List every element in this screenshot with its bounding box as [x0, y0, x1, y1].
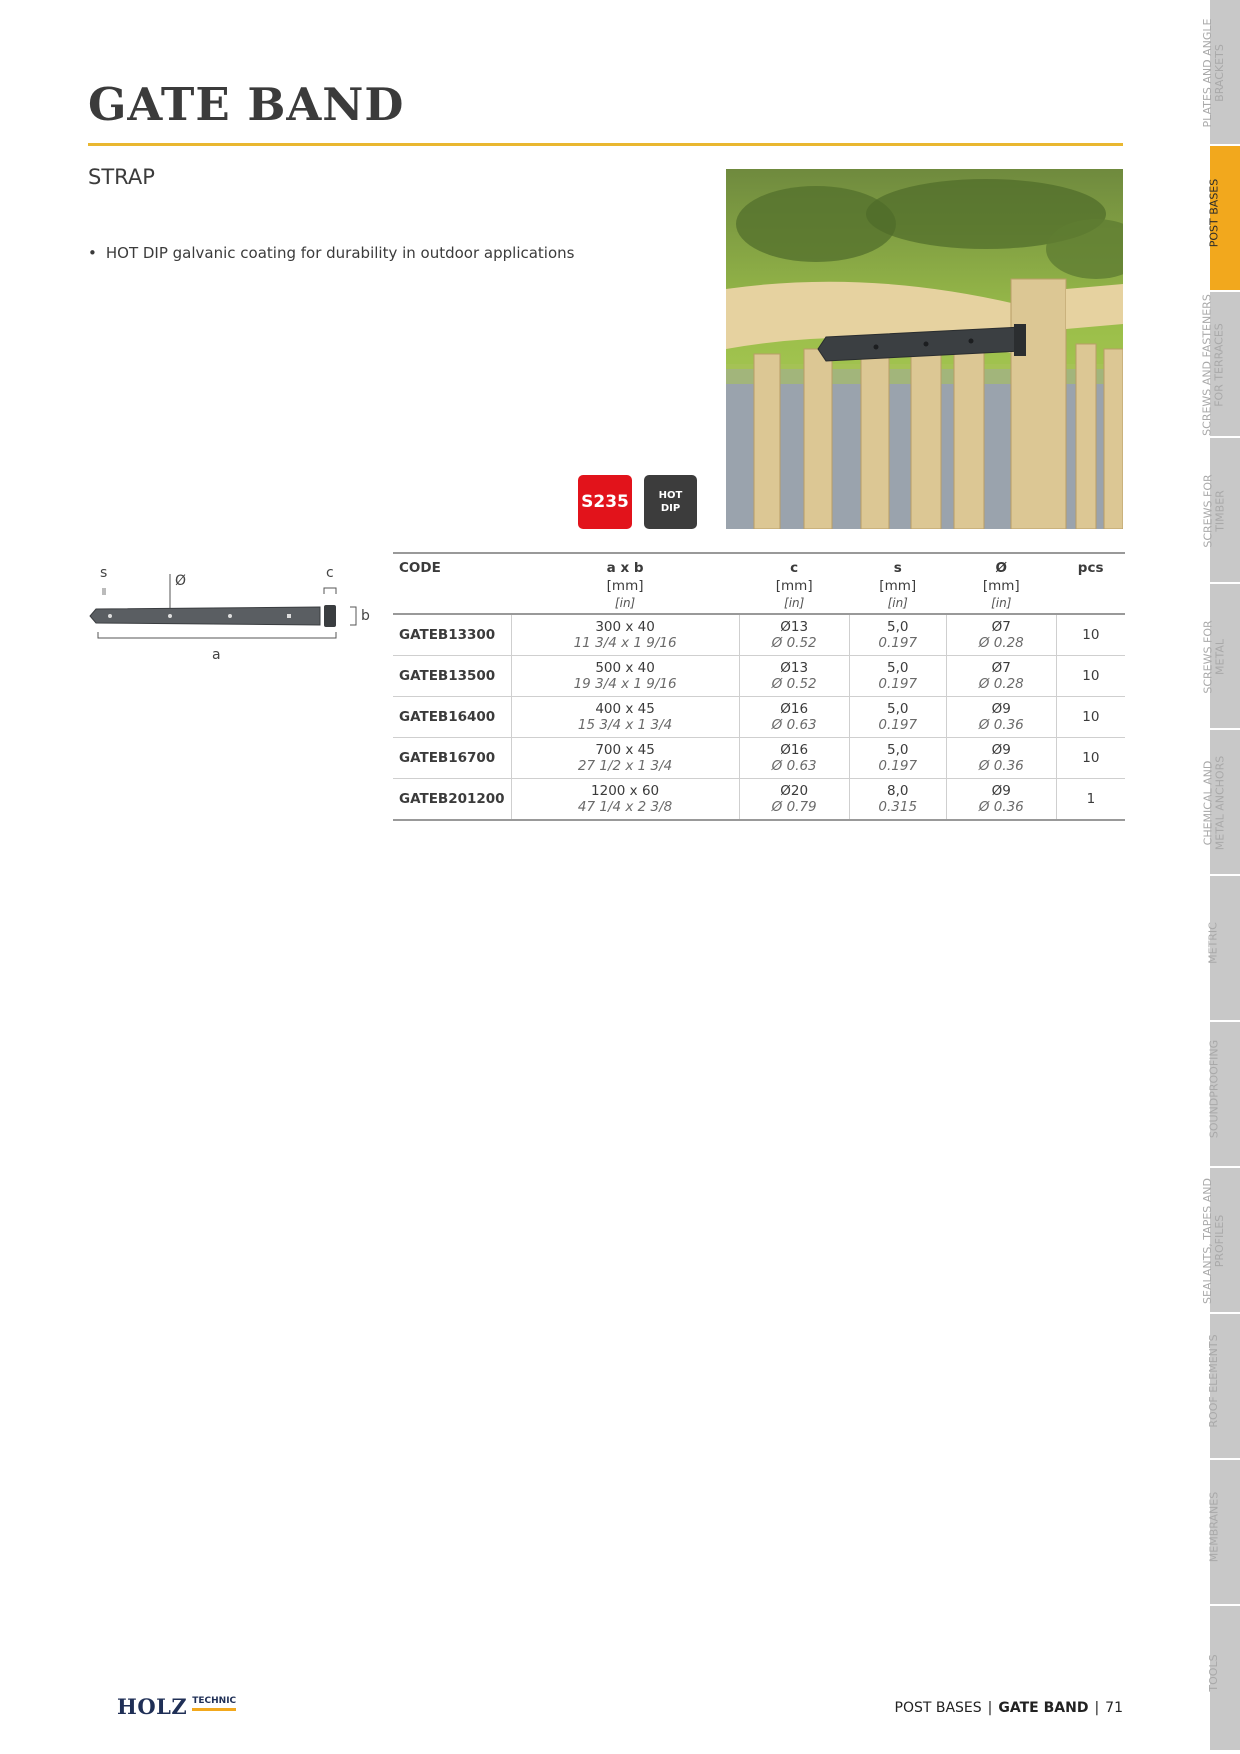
s235-badge-label: S235	[581, 492, 629, 512]
section-tab-label: SCREWS AND FASTENERS FOR TERRACES	[1201, 294, 1226, 436]
cell-pcs: 10	[1056, 614, 1125, 656]
cell-pcs: 10	[1056, 697, 1125, 738]
title-divider	[88, 143, 1123, 146]
section-tab-label: TOOLS	[1207, 1654, 1220, 1692]
header-c: c	[739, 553, 849, 577]
cell-diameter: Ø9 Ø 0.36	[946, 697, 1056, 738]
section-tab-label: SEALANTS, TAPES AND PROFILES	[1201, 1178, 1226, 1304]
s235-badge	[578, 475, 632, 529]
cell-pcs: 10	[1056, 738, 1125, 779]
cell-s: 5,0 0.197	[849, 656, 946, 697]
cell-diameter: Ø9 Ø 0.36	[946, 779, 1056, 821]
unit-mm: [mm]	[606, 578, 644, 594]
dim-label-a: a	[212, 647, 221, 663]
unit-in: [in]	[511, 595, 739, 614]
cell-c: Ø13 Ø 0.52	[739, 614, 849, 656]
footer-current: GATE BAND	[998, 1700, 1089, 1716]
feature-list	[88, 244, 574, 262]
cell-ab: 500 x 40 19 3/4 x 1 9/16	[511, 656, 739, 697]
section-tab-label: METRIC	[1207, 922, 1220, 964]
cell-ab: 400 x 45 15 3/4 x 1 3/4	[511, 697, 739, 738]
technical-diagram	[88, 562, 378, 672]
cell-diameter: Ø9 Ø 0.36	[946, 738, 1056, 779]
unit-in: [in]	[739, 595, 849, 614]
cell-c: Ø16 Ø 0.63	[739, 738, 849, 779]
hot-dip-badge	[644, 475, 697, 529]
hot-dip-badge-label: HOT DIP	[658, 490, 683, 514]
cell-c: Ø20 Ø 0.79	[739, 779, 849, 821]
unit-in: [in]	[849, 595, 946, 614]
spec-table	[393, 552, 1125, 821]
logo-sub: TECHNIC	[192, 1696, 236, 1711]
section-tab-label: SOUNDPROOFING	[1207, 1039, 1220, 1139]
cell-s: 8,0 0.315	[849, 779, 946, 821]
table-row	[393, 738, 1125, 779]
section-tabs	[1201, 0, 1240, 1754]
cell-code: GATEB13500	[393, 656, 511, 697]
unit-mm: [mm]	[982, 578, 1020, 594]
section-tab-label: MEMBRANES	[1207, 1491, 1220, 1563]
cell-c: Ø13 Ø 0.52	[739, 656, 849, 697]
cell-s: 5,0 0.197	[849, 614, 946, 656]
cell-pcs: 10	[1056, 656, 1125, 697]
unit-mm: [mm]	[879, 578, 917, 594]
section-tab-label: SCREWS FOR TIMBER	[1201, 474, 1226, 548]
cell-s: 5,0 0.197	[849, 697, 946, 738]
table-row	[393, 656, 1125, 697]
page-subtitle: STRAP	[88, 165, 155, 189]
header-code: CODE	[393, 553, 511, 577]
footer-breadcrumb: POST BASES | GATE BAND | 71	[894, 1700, 1123, 1716]
unit-in: [in]	[946, 595, 1056, 614]
dim-label-b: b	[361, 608, 370, 624]
cell-c: Ø16 Ø 0.63	[739, 697, 849, 738]
dim-label-s: s	[100, 565, 108, 581]
section-tab-label: SCREWS FOR METAL	[1201, 620, 1226, 694]
table-row	[393, 614, 1125, 656]
cell-code: GATEB13300	[393, 614, 511, 656]
cell-s: 5,0 0.197	[849, 738, 946, 779]
cell-code: GATEB201200	[393, 779, 511, 821]
logo-main: HOLZ	[117, 1694, 188, 1719]
cell-ab: 300 x 40 11 3/4 x 1 9/16	[511, 614, 739, 656]
section-tab-label: CHEMICAL AND METAL ANCHORS	[1201, 755, 1226, 851]
header-ab: a x b	[511, 553, 739, 577]
table-row	[393, 779, 1125, 821]
cell-ab: 700 x 45 27 1/2 x 1 3/4	[511, 738, 739, 779]
holz-technic-logo	[117, 1694, 236, 1719]
feature-item: • HOT DIP galvanic coating for durability in outdoor applications	[88, 244, 574, 262]
unit-mm: [mm]	[775, 578, 813, 594]
dim-label-diameter: Ø	[175, 573, 187, 589]
section-tab-label: PLATES AND ANGLE BRACKETS	[1201, 18, 1226, 128]
product-photo	[726, 169, 1123, 529]
header-pcs: pcs	[1056, 553, 1125, 577]
cell-code: GATEB16700	[393, 738, 511, 779]
page-title: GATE BAND	[88, 78, 405, 131]
header-diameter: Ø	[946, 553, 1056, 577]
cell-diameter: Ø7 Ø 0.28	[946, 656, 1056, 697]
cell-code: GATEB16400	[393, 697, 511, 738]
footer-section: POST BASES	[894, 1700, 982, 1716]
section-tab-label: POST BASES	[1207, 178, 1220, 248]
dim-label-c: c	[326, 565, 334, 581]
table-row	[393, 697, 1125, 738]
cell-diameter: Ø7 Ø 0.28	[946, 614, 1056, 656]
cell-pcs: 1	[1056, 779, 1125, 821]
cell-ab: 1200 x 60 47 1/4 x 2 3/8	[511, 779, 739, 821]
header-s: s	[849, 553, 946, 577]
page-number: 71	[1105, 1700, 1123, 1716]
section-tab-label: ROOF ELEMENTS	[1207, 1334, 1220, 1428]
